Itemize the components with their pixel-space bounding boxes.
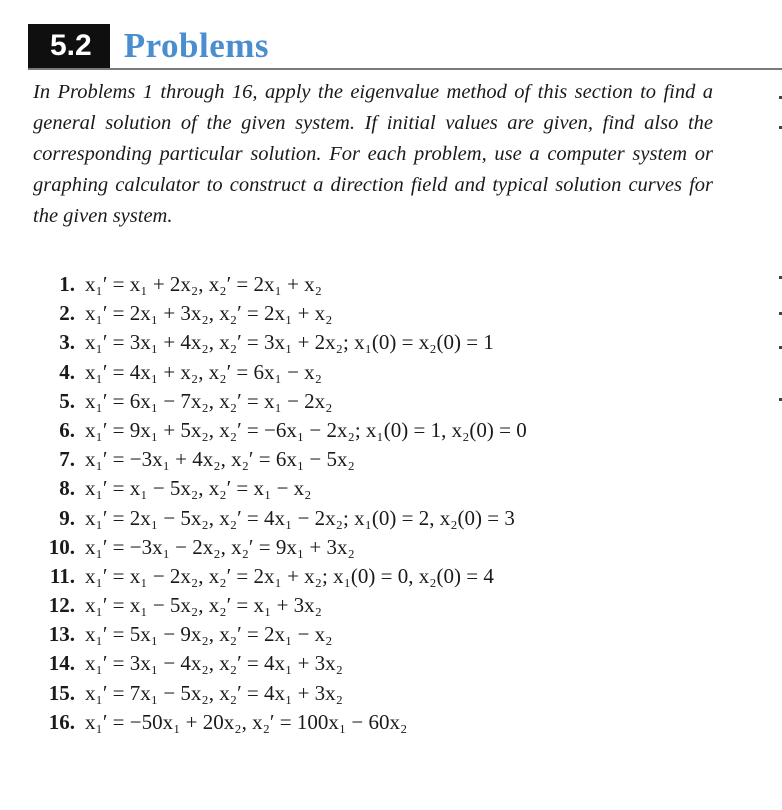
problem-list xyxy=(33,270,527,737)
section-title: Problems xyxy=(123,26,270,65)
problem-item xyxy=(33,708,527,737)
problem-item xyxy=(33,679,527,708)
problem-number: 7. xyxy=(59,447,75,472)
problem-number: 6. xyxy=(59,417,75,442)
problem-number: 14. xyxy=(48,651,75,676)
problem-number: 8. xyxy=(59,476,75,501)
problem-number: 10. xyxy=(48,534,75,559)
problem-equation: x₁′ = x₁ + 2x₂, x₂′ = 2x₁ + x₂ xyxy=(85,272,322,296)
problem-equation: x₁′ = 3x₁ − 4x₂, x₂′ = 4x₁ + 3x₂ xyxy=(85,651,343,676)
problem-number: 2. xyxy=(59,301,75,326)
problem-item xyxy=(33,474,527,503)
problem-item xyxy=(33,591,527,620)
problem-number: 12. xyxy=(48,593,75,618)
problem-item xyxy=(33,649,527,678)
problem-number: 3. xyxy=(59,330,75,355)
problem-number: 1. xyxy=(59,272,75,296)
problem-equation: x₁′ = 9x₁ + 5x₂, x₂′ = −6x₁ − 2x₂; x₁(0) = 1, x₂(0) = 0 xyxy=(85,417,527,442)
problem-equation: x₁′ = 2x₁ − 5x₂, x₂′ = 4x₁ − 2x₂; x₁(0) = 2, x₂(0) = 3 xyxy=(85,505,515,530)
problem-equation: x₁′ = 3x₁ + 4x₂, x₂′ = 3x₁ + 2x₂; x₁(0) = x₂(0) = 1 xyxy=(85,330,494,355)
problem-equation: x₁′ = 5x₁ − 9x₂, x₂′ = 2x₁ − x₂ xyxy=(85,622,333,647)
problem-equation: x₁′ = −50x₁ + 20x₂, x₂′ = 100x₁ − 60x₂ xyxy=(85,709,408,734)
problem-item xyxy=(33,387,527,416)
problem-item xyxy=(33,299,527,328)
problem-item xyxy=(33,445,527,474)
problem-equation: x₁′ = x₁ − 5x₂, x₂′ = x₁ + 3x₂ xyxy=(85,593,322,618)
instructions-paragraph: In Problems 1 through 16, apply the eigenvalue method of this section to find a general solution of the given system. If initial values are given, find also the corresponding particular solution. For each problem, use a computer system or graphing calculator to construct a direction field and typical solution curves for the given system. xyxy=(33,81,713,227)
section-number: 5.2 xyxy=(28,24,110,68)
problem-number: 5. xyxy=(59,388,75,413)
problem-number: 4. xyxy=(59,359,75,384)
problem-item xyxy=(33,533,527,562)
problem-item xyxy=(33,562,527,591)
problem-item xyxy=(33,328,527,357)
problem-item xyxy=(33,504,527,533)
problem-number: 11. xyxy=(49,563,75,588)
problem-equation: x₁′ = 7x₁ − 5x₂, x₂′ = 4x₁ + 3x₂ xyxy=(85,680,343,705)
problem-equation: x₁′ = −3x₁ + 4x₂, x₂′ = 6x₁ − 5x₂ xyxy=(85,447,355,472)
problem-number: 9. xyxy=(59,505,75,530)
problem-number: 15. xyxy=(48,680,75,705)
problem-item xyxy=(33,620,527,649)
problem-equation: x₁′ = 6x₁ − 7x₂, x₂′ = x₁ − 2x₂ xyxy=(85,388,333,413)
problem-item xyxy=(33,416,527,445)
problem-number: 13. xyxy=(48,622,75,647)
problem-equation: x₁′ = −3x₁ − 2x₂, x₂′ = 9x₁ + 3x₂ xyxy=(85,534,355,559)
problem-item xyxy=(33,358,527,387)
problem-equation: x₁′ = x₁ − 2x₂, x₂′ = 2x₁ + x₂; x₁(0) = 0, x₂(0) = 4 xyxy=(85,563,494,588)
problem-item xyxy=(33,270,527,299)
problem-number: 16. xyxy=(48,709,75,734)
section-header xyxy=(28,24,269,68)
problem-equation: x₁′ = 2x₁ + 3x₂, x₂′ = 2x₁ + x₂ xyxy=(85,301,333,326)
problem-equation: x₁′ = x₁ − 5x₂, x₂′ = x₁ − x₂ xyxy=(85,476,312,501)
header-divider xyxy=(28,68,782,70)
problem-equation: x₁′ = 4x₁ + x₂, x₂′ = 6x₁ − x₂ xyxy=(85,359,322,384)
